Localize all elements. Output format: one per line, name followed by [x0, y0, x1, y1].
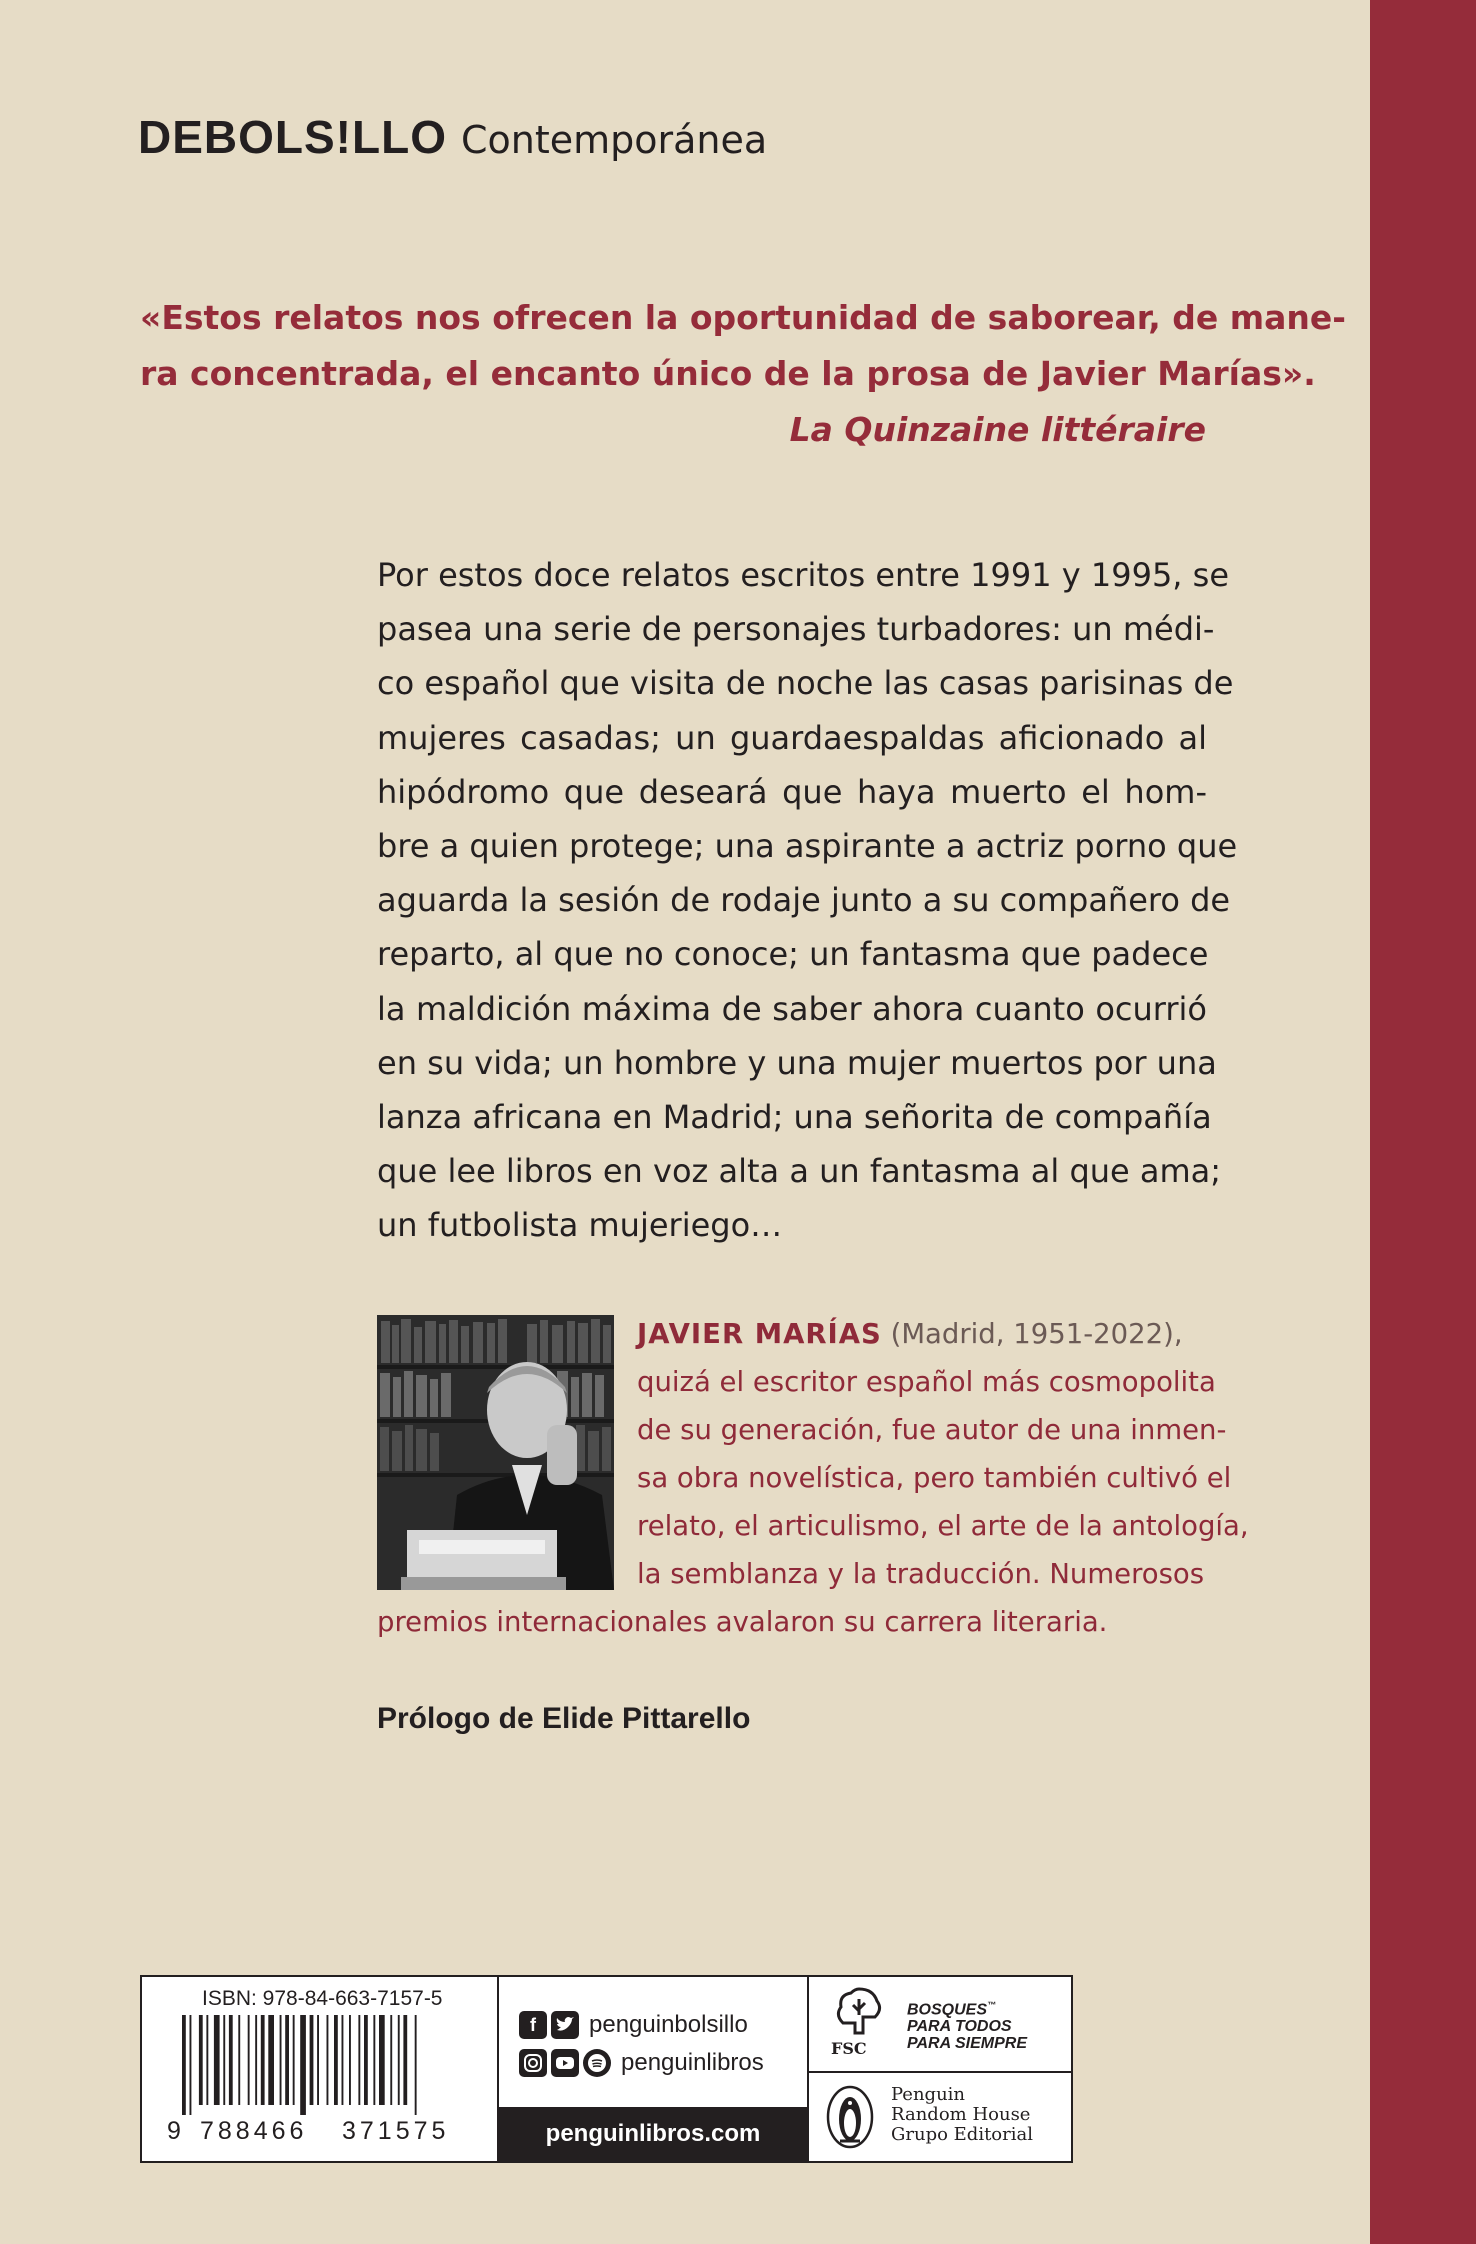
synopsis-line: la maldición máxima de saber ahora cuanto ocurrió: [377, 989, 1207, 1028]
synopsis-line: pasea una serie de personajes turbadores: un médi-: [377, 610, 1215, 649]
youtube-icon[interactable]: [551, 2049, 579, 2077]
social-panel: [499, 1977, 809, 2161]
twitter-icon[interactable]: [551, 2011, 579, 2039]
author-photo: [377, 1315, 614, 1590]
synopsis-line: co español que visita de noche las casas parisinas de: [377, 664, 1234, 703]
fsc-tagline-line: PARA SIEMPRE: [907, 2035, 1028, 2053]
instagram-icon[interactable]: [519, 2049, 547, 2077]
author-dates: (Madrid, 1951-2022),: [881, 1318, 1183, 1350]
publisher-panel: [809, 2073, 1071, 2161]
barcode-digit-prefix: 9: [167, 2117, 181, 2145]
bio-line: la semblanza y la traducción. Numerosos: [637, 1558, 1205, 1590]
publisher-name: [891, 2085, 1033, 2145]
synopsis-line: un futbolista mujeriego…: [377, 1206, 783, 1245]
fsc-panel: [809, 1977, 1071, 2073]
publisher-line: Penguin: [891, 2084, 966, 2105]
isbn-label: ISBN: 978-84-663-7157-5: [202, 1987, 443, 2010]
press-quote: [140, 290, 1346, 458]
synopsis-line: bre a quien protege; una aspirante a actriz porno que: [377, 827, 1238, 866]
social-handle[interactable]: penguinlibros: [621, 2049, 764, 2076]
synopsis-line: en su vida; un hombre y una mujer muertos por una: [377, 1043, 1217, 1082]
synopsis-line: Por estos doce relatos escritos entre 1991 y 1995, se: [377, 556, 1229, 594]
author-photo-image: [377, 1315, 614, 1590]
publisher-line: Grupo Editorial: [891, 2124, 1033, 2145]
synopsis-line: lanza africana en Madrid; una señorita de compañía: [377, 1098, 1212, 1137]
bio-line: de su generación, fue autor de una inmen-: [637, 1414, 1227, 1446]
barcode-digit-group: 788466: [200, 2117, 308, 2145]
prologue-credit: Prólogo de Elide Pittarello: [377, 1702, 751, 1735]
social-row: [519, 2011, 748, 2039]
debolsillo-logo: DEBOLS!LLO: [138, 111, 447, 163]
synopsis-line: hipódromo que deseará que haya muerto el hom-: [377, 772, 1207, 811]
quote-line: ra concentrada, el encanto único de la prosa de Javier Marías».: [140, 354, 1316, 393]
spotify-icon[interactable]: [583, 2049, 611, 2077]
barcode: [182, 2015, 472, 2115]
fsc-label: FSC: [831, 2039, 867, 2058]
synopsis-line: aguarda la sesión de rodaje junto a su compañero de: [377, 881, 1231, 920]
publisher-brand: [138, 110, 767, 164]
social-handle[interactable]: penguinbolsillo: [589, 2011, 748, 2038]
synopsis-line: que lee libros en voz alta a un fantasma al que ama;: [377, 1152, 1222, 1191]
bio-line: quizá el escritor español más cosmopolita: [637, 1366, 1216, 1398]
quote-line: «Estos relatos nos ofrecen la oportunidad de saborear, de mane-: [140, 298, 1346, 337]
social-row: [519, 2049, 764, 2077]
publisher-line: Random House: [891, 2104, 1031, 2125]
penguin-logo-icon: [825, 2085, 875, 2149]
synopsis: [377, 548, 1238, 1253]
barcode-panel: [142, 1977, 499, 2161]
footer-info-box: [140, 1975, 1073, 2163]
synopsis-line: reparto, al que no conoce; un fantasma que padece: [377, 935, 1209, 974]
fsc-tree-icon: [833, 1985, 885, 2039]
bio-line: sa obra novelística, pero también cultivó el: [637, 1462, 1232, 1494]
synopsis-line: mujeres casadas; un guardaespaldas aficionado al: [377, 718, 1207, 757]
fsc-tagline: [907, 1997, 1057, 2052]
author-bio: [377, 1310, 1249, 1646]
facebook-icon[interactable]: f: [519, 2011, 547, 2039]
barcode-digit-group: 371575: [342, 2117, 450, 2145]
series-name: Contemporánea: [460, 118, 768, 162]
bio-line: relato, el articulismo, el arte de la antología,: [637, 1510, 1249, 1542]
author-name: JAVIER MARÍAS: [637, 1318, 882, 1350]
bio-line: premios internacionales avalaron su carrera literaria.: [377, 1606, 1108, 1638]
website-link[interactable]: penguinlibros.com: [499, 2107, 807, 2161]
trademark-mark: ™: [987, 2000, 997, 2010]
book-spine: [1370, 0, 1476, 2244]
quote-source: La Quinzaine littéraire: [789, 410, 1206, 449]
fsc-tagline-line: PARA TODOS: [907, 2018, 1012, 2036]
fsc-tagline-line: BOSQUES: [907, 2001, 988, 2019]
